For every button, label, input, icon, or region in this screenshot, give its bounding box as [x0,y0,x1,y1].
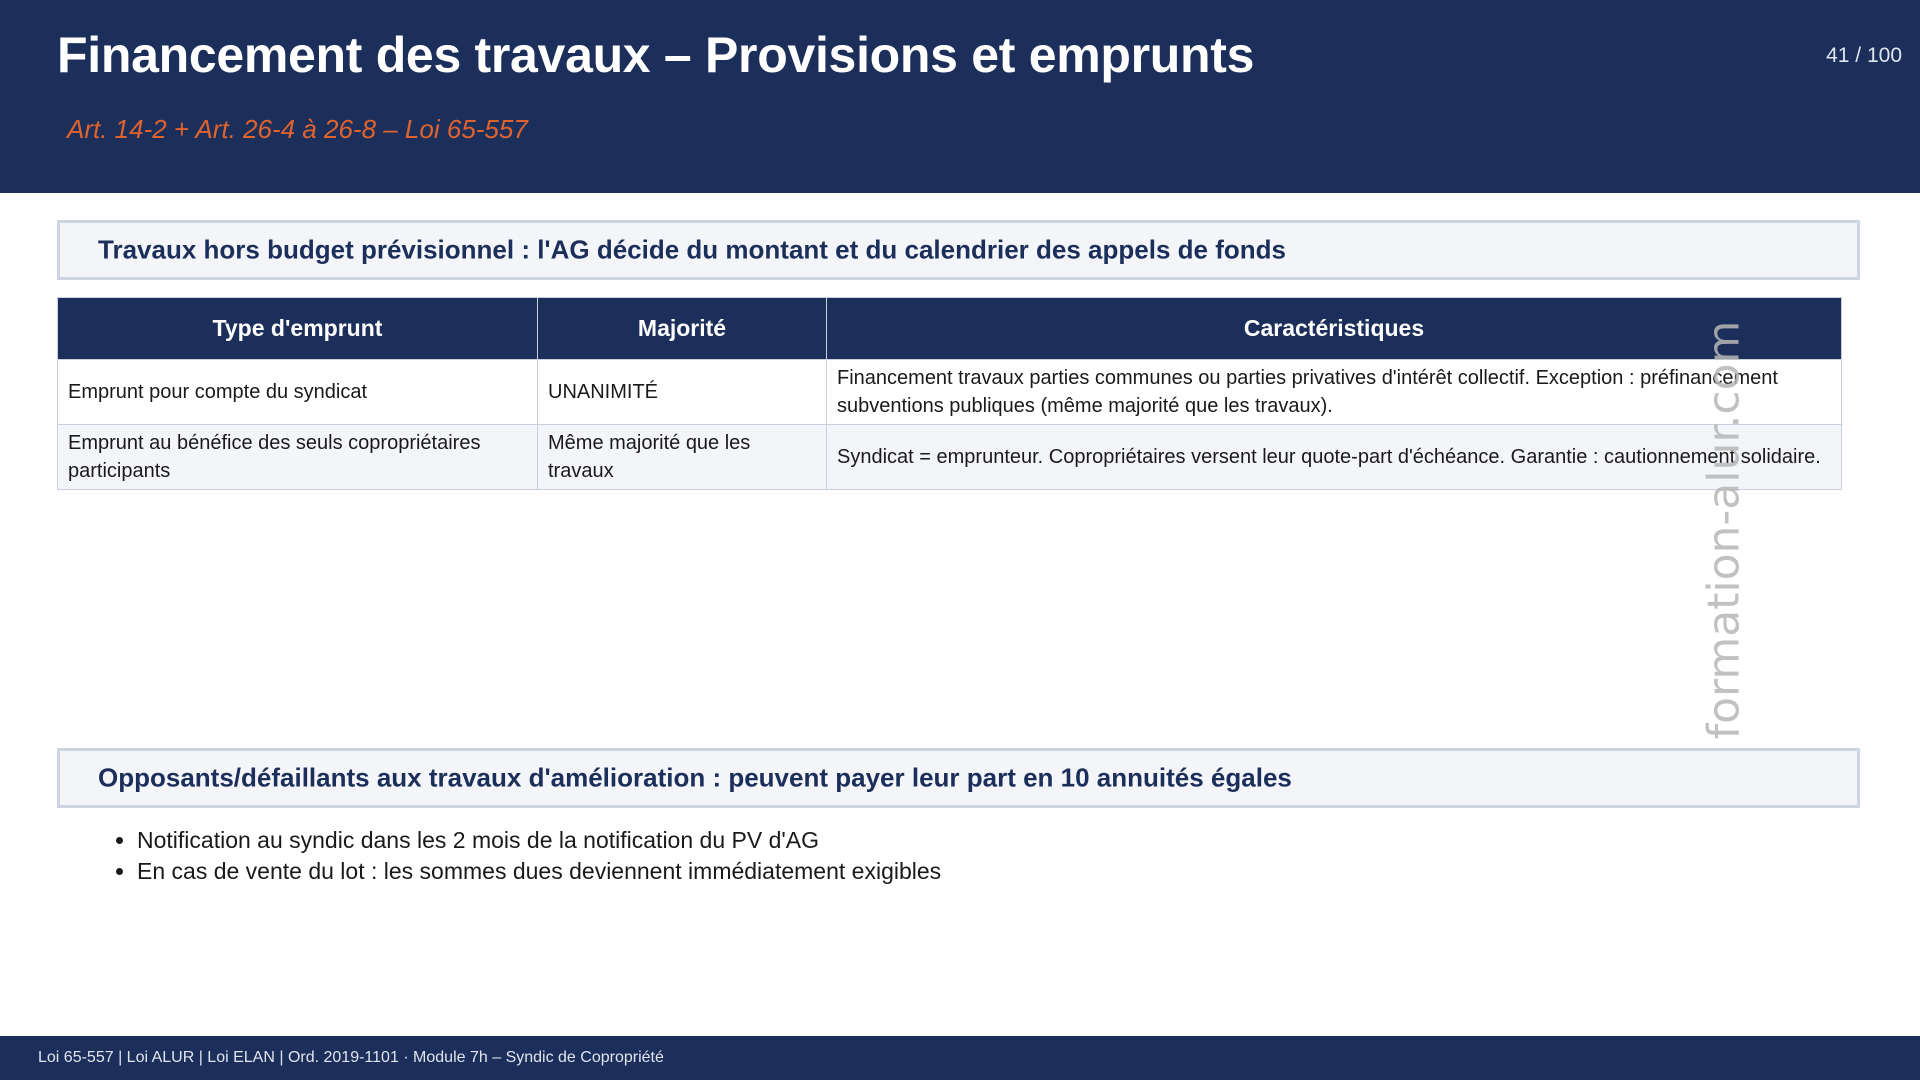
table-cell: UNANIMITÉ [538,360,827,425]
list-item: • En cas de vente du lot : les sommes dues deviennent immédiatement exigibles [137,856,941,887]
slide-header [0,0,1920,193]
table-row [58,360,1842,425]
table-row [58,425,1842,490]
list-item: • Notification au syndic dans les 2 mois de la notification du PV d'AG [137,825,941,856]
loan-types-table [57,297,1842,490]
section-heading-opponents [57,748,1860,808]
slide-footer [0,1036,1920,1080]
table-cell: Syndicat = emprunteur. Copropriétaires versent leur quote-part d'échéance. Garantie : cautionnement solidaire. [827,425,1842,490]
table-cell: Financement travaux parties communes ou parties privatives d'intérêt collectif. Exception : préfinancement subventions publiques (même majorité que les travaux). [827,360,1842,425]
column-header-type: Type d'emprunt [58,298,538,360]
section-heading-budget [57,220,1860,280]
table-header-row [58,298,1842,360]
page-counter: 41 / 100 [1826,44,1902,67]
table-cell: Emprunt au bénéfice des seuls copropriétaires participants [58,425,538,490]
column-header-majority: Majorité [538,298,827,360]
footer-text: Loi 65-557 | Loi ALUR | Loi ELAN | Ord. 2019-1101 · Module 7h – Syndic de Copropriété [38,1049,664,1066]
section-heading-budget-text: Travaux hors budget prévisionnel : l'AG décide du montant et du calendrier des appels de fonds [98,234,1286,265]
column-header-characteristics: Caractéristiques [827,298,1842,360]
slide-title: Financement des travaux – Provisions et emprunts [57,27,1255,83]
table-cell: Emprunt pour compte du syndicat [58,360,538,425]
legal-reference-subtitle: Art. 14-2 + Art. 26-4 à 26-8 – Loi 65-557 [67,114,528,144]
watermark: formation-alur.com [1698,320,1750,740]
table-cell: Même majorité que les travaux [538,425,827,490]
section-heading-opponents-text: Opposants/défaillants aux travaux d'amélioration : peuvent payer leur part en 10 annuités égales [98,762,1292,793]
bullet-list [112,825,941,887]
